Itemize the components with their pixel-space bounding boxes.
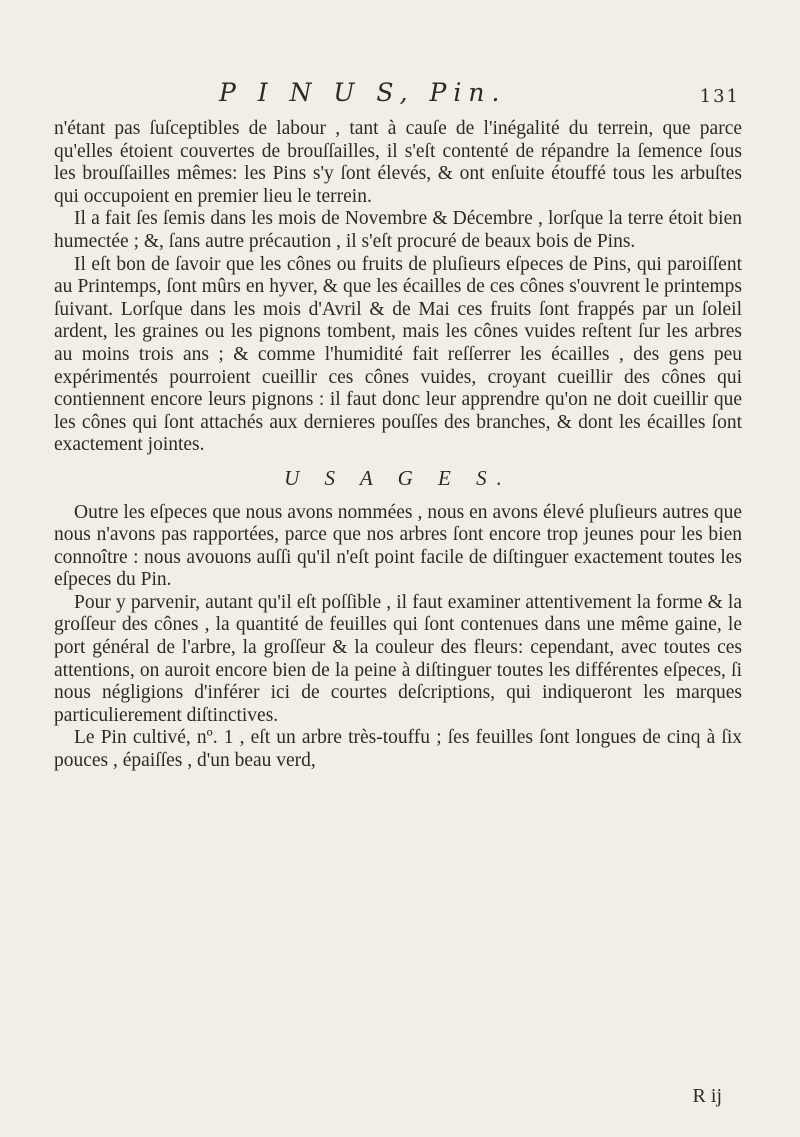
paragraph: Outre les eſpeces que nous avons nommées , nous en avons élevé pluſieurs autres que nous n'avons pas rapportées, parce que nos arbres ſont encore trop jeunes pour les bien connoître : nous avouons auſſi qu'il n'eſt point facile de diſtinguer exactement toutes les eſpeces du Pin.	[54, 501, 742, 591]
page-number: 131	[699, 86, 740, 107]
paragraph: n'étant pas ſuſceptibles de labour , tant à cauſe de l'inégalité du terrein, que parce qu'elles étoient couvertes de brouſſailles, il s'eſt contenté de répandre la ſemence ſous les brouſſailles mêmes: les Pins s'y ſont élevés, & ont enſuite étouffé tous les arbuſtes qui occupoient en premier lieu le terrein.	[54, 118, 742, 207]
paragraph: Pour y parvenir, autant qu'il eſt poſſible , il faut examiner attentivement la forme & la groſſeur des cônes , la quantité de feuilles qui ſont contenues dans une même gaine, le port général de l'arbre, la groſſeur & la couleur des fleurs: cependant, avec toutes ces attentions, on auroit encore bien de la peine à diſtinguer toutes les différentes eſpeces, ſi nous négligions d'inférer ici de courtes deſcriptions, qui indiqueront les marques particulierement diſtinctives.	[54, 591, 742, 726]
paragraph: Il a fait ſes ſemis dans les mois de Novembre & Décembre , lorſque la terre étoit bien humectée ; &, ſans autre précaution , il s'eſt procuré de beaux bois de Pins.	[54, 208, 742, 252]
paragraph: Le Pin cultivé, nº. 1 , eſt un arbre très-touffu ; ſes feuilles ſont longues de cinq à ſix pouces , épaiſſes , d'un beau verd,	[54, 727, 742, 772]
running-head: P I N U S, Pin.	[219, 78, 507, 107]
page-header	[54, 78, 740, 118]
section-title: U S A G E S.	[284, 465, 512, 490]
signature-mark: R ij	[692, 1085, 722, 1107]
body-text	[54, 118, 742, 773]
paragraph: Il eſt bon de ſavoir que les cônes ou fruits de pluſieurs eſpeces de Pins, qui paroiſſent au Printemps, ſont mûrs en hyver, & que les écailles de ces cônes s'ouvrent le printemps ſuivant. Lorſque dans les mois d'Avril & de Mai ces fruits ſont frappés par un ſoleil ardent, les graines ou les pignons tombent, mais les cônes vuides reſtent ſur les arbres au moins trois ans ; & comme l'humidité fait reſſerrer les écailles , des gens peu expérimentés pourroient cueillir ces cônes vuides, croyant cueillir des cônes qui contiennent encore leurs pignons : il faut donc leur apprendre qu'on ne doit cueillir que les cônes qui ſont attachés aux dernieres pouſſes des branches, & dont les écailles ſont exactement jointes.	[54, 253, 742, 456]
